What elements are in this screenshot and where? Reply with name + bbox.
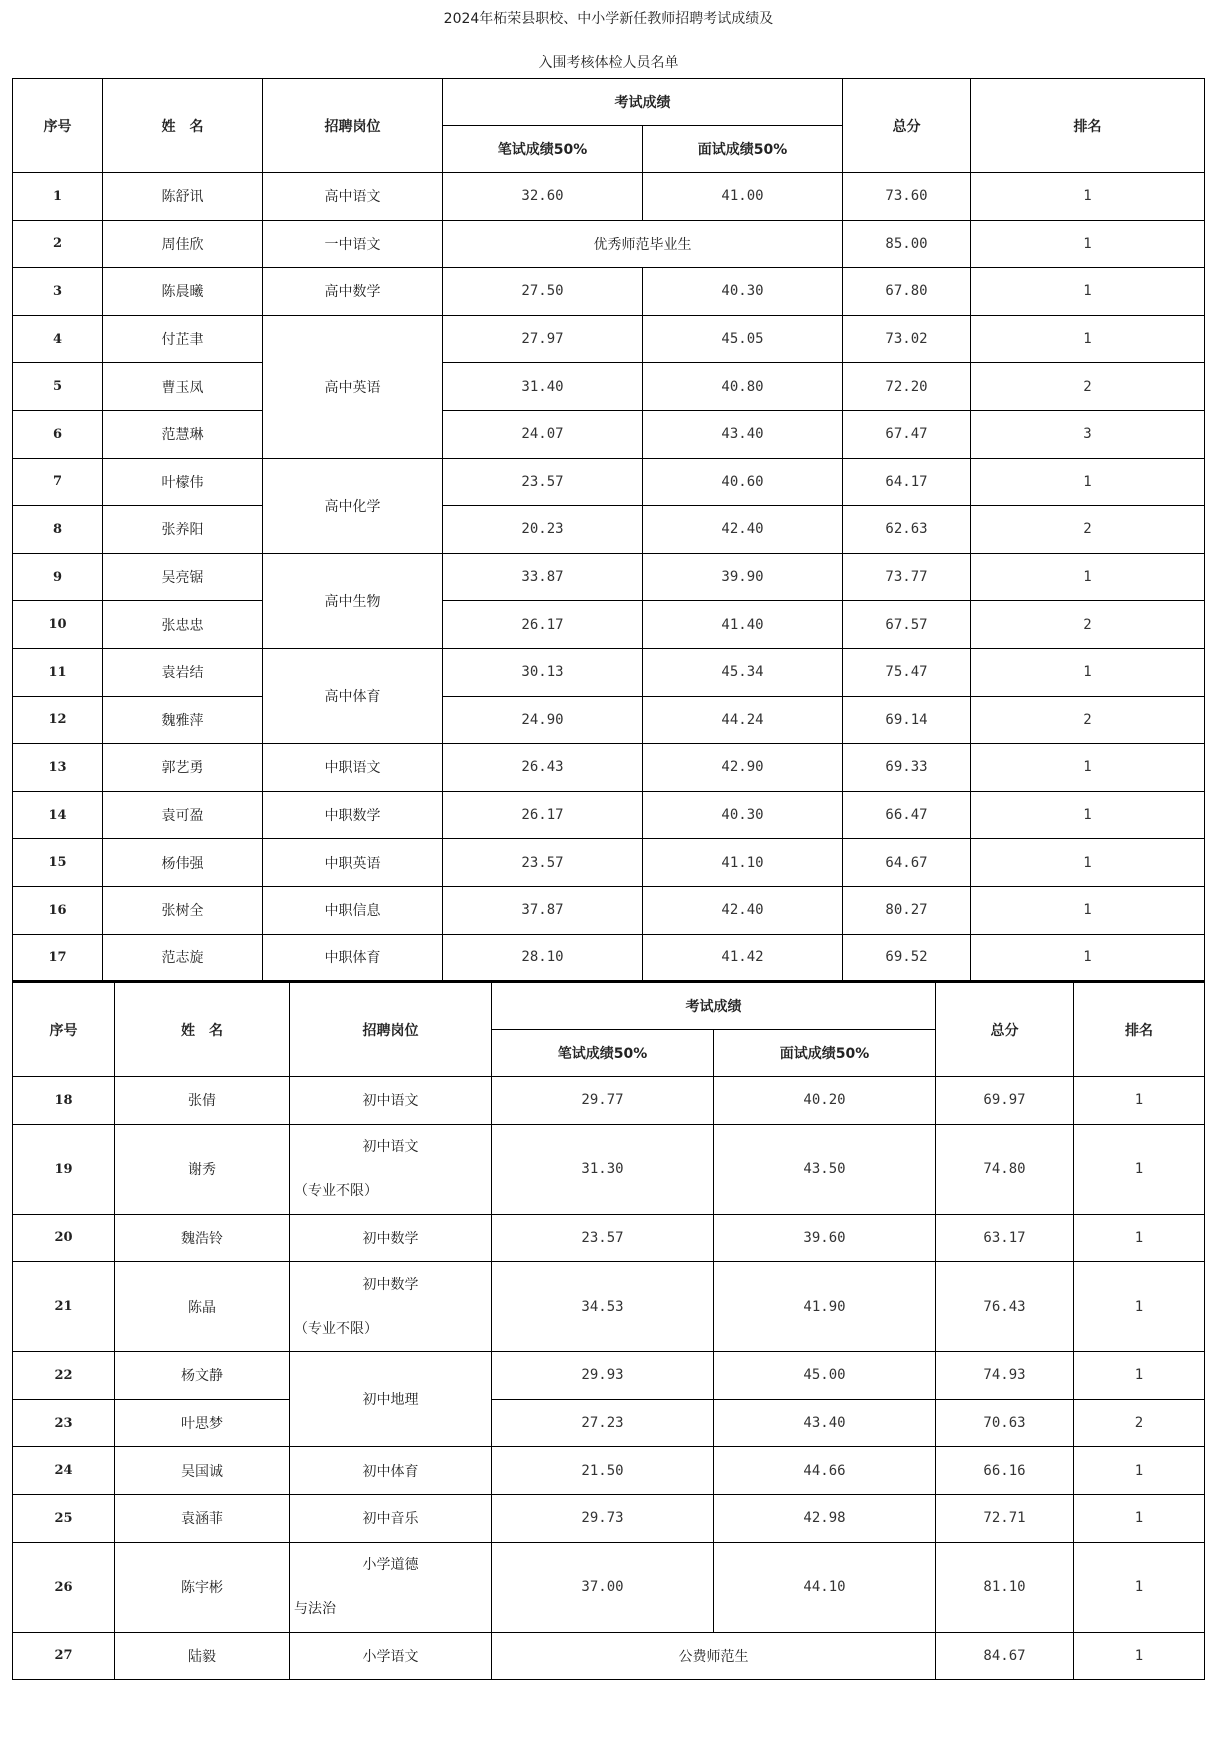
row-name: 袁岩结 bbox=[103, 648, 263, 696]
row-seq: 14 bbox=[13, 791, 103, 839]
table-row bbox=[13, 1494, 1205, 1542]
row-rank: 1 bbox=[971, 173, 1205, 221]
row-position: 初中数学 bbox=[290, 1214, 492, 1262]
row-rank: 1 bbox=[1074, 1262, 1205, 1352]
row-total: 62.63 bbox=[843, 506, 971, 554]
row-seq: 1 bbox=[13, 173, 103, 221]
table-row bbox=[13, 1632, 1205, 1680]
row-interview: 43.40 bbox=[643, 410, 843, 458]
header-row bbox=[13, 983, 1205, 1030]
row-interview: 41.00 bbox=[643, 173, 843, 221]
row-written: 26.43 bbox=[443, 744, 643, 792]
row-total: 72.20 bbox=[843, 363, 971, 411]
row-seq: 9 bbox=[13, 553, 103, 601]
row-position: 高中生物 bbox=[263, 553, 443, 648]
row-rank: 1 bbox=[1074, 1077, 1205, 1125]
row-name: 周佳欣 bbox=[103, 220, 263, 268]
row-seq: 19 bbox=[13, 1124, 115, 1214]
table-row bbox=[13, 1399, 1205, 1447]
header-written: 笔试成绩50% bbox=[492, 1030, 714, 1077]
row-written: 27.97 bbox=[443, 315, 643, 363]
row-name: 袁可盈 bbox=[103, 791, 263, 839]
row-rank: 1 bbox=[1074, 1352, 1205, 1400]
table-row bbox=[13, 839, 1205, 887]
table-row bbox=[13, 315, 1205, 363]
row-name: 陈宇彬 bbox=[115, 1542, 290, 1632]
row-position bbox=[290, 1124, 492, 1214]
row-rank: 1 bbox=[971, 791, 1205, 839]
row-position: 高中数学 bbox=[263, 268, 443, 316]
table-row bbox=[13, 363, 1205, 411]
row-name: 陈晶 bbox=[115, 1262, 290, 1352]
row-name: 袁涵菲 bbox=[115, 1494, 290, 1542]
row-interview: 41.10 bbox=[643, 839, 843, 887]
row-exam-note: 优秀师范毕业生 bbox=[443, 220, 843, 268]
row-rank: 2 bbox=[971, 363, 1205, 411]
row-rank: 2 bbox=[1074, 1399, 1205, 1447]
row-interview: 44.10 bbox=[714, 1542, 936, 1632]
row-position: 初中语文 bbox=[290, 1077, 492, 1125]
header-row bbox=[13, 79, 1205, 126]
row-seq: 4 bbox=[13, 315, 103, 363]
header-exam: 考试成绩 bbox=[443, 79, 843, 126]
row-position: 高中体育 bbox=[263, 648, 443, 743]
header-interview: 面试成绩50% bbox=[643, 126, 843, 173]
row-interview: 40.60 bbox=[643, 458, 843, 506]
row-seq: 16 bbox=[13, 886, 103, 934]
row-written: 33.87 bbox=[443, 553, 643, 601]
row-interview: 44.66 bbox=[714, 1447, 936, 1495]
row-seq: 21 bbox=[13, 1262, 115, 1352]
table-row bbox=[13, 410, 1205, 458]
table-row bbox=[13, 1077, 1205, 1125]
row-interview: 42.98 bbox=[714, 1494, 936, 1542]
row-seq: 10 bbox=[13, 601, 103, 649]
row-total: 72.71 bbox=[936, 1494, 1074, 1542]
row-written: 34.53 bbox=[492, 1262, 714, 1352]
table-row bbox=[13, 1542, 1205, 1632]
row-seq: 12 bbox=[13, 696, 103, 744]
table-row bbox=[13, 458, 1205, 506]
row-written: 20.23 bbox=[443, 506, 643, 554]
row-interview: 43.40 bbox=[714, 1399, 936, 1447]
row-written: 29.77 bbox=[492, 1077, 714, 1125]
row-total: 63.17 bbox=[936, 1214, 1074, 1262]
row-position: 高中英语 bbox=[263, 315, 443, 458]
row-total: 76.43 bbox=[936, 1262, 1074, 1352]
row-interview: 40.20 bbox=[714, 1077, 936, 1125]
row-seq: 17 bbox=[13, 934, 103, 982]
row-name: 范志旋 bbox=[103, 934, 263, 982]
table-row bbox=[13, 553, 1205, 601]
row-rank: 1 bbox=[1074, 1632, 1205, 1680]
row-name: 叶思梦 bbox=[115, 1399, 290, 1447]
row-rank: 2 bbox=[971, 506, 1205, 554]
table-row bbox=[13, 1214, 1205, 1262]
position-line-1: 初中数学 bbox=[362, 1276, 419, 1293]
row-position: 中职英语 bbox=[263, 839, 443, 887]
row-written: 37.00 bbox=[492, 1542, 714, 1632]
row-interview: 45.05 bbox=[643, 315, 843, 363]
row-seq: 25 bbox=[13, 1494, 115, 1542]
row-position: 高中语文 bbox=[263, 173, 443, 221]
row-total: 66.16 bbox=[936, 1447, 1074, 1495]
row-total: 69.97 bbox=[936, 1077, 1074, 1125]
header-position: 招聘岗位 bbox=[290, 983, 492, 1077]
row-position: 中职信息 bbox=[263, 886, 443, 934]
table-row bbox=[13, 696, 1205, 744]
row-interview: 45.34 bbox=[643, 648, 843, 696]
header-name: 姓 名 bbox=[103, 79, 263, 173]
row-interview: 45.00 bbox=[714, 1352, 936, 1400]
position-line-2: 与法治 bbox=[294, 1601, 336, 1618]
header-seq: 序号 bbox=[13, 983, 115, 1077]
position-line-1: 小学道德 bbox=[362, 1557, 419, 1574]
row-total: 67.47 bbox=[843, 410, 971, 458]
row-written: 27.50 bbox=[443, 268, 643, 316]
row-seq: 6 bbox=[13, 410, 103, 458]
row-position: 初中地理 bbox=[290, 1352, 492, 1447]
row-seq: 18 bbox=[13, 1077, 115, 1125]
row-position: 中职体育 bbox=[263, 934, 443, 982]
header-exam: 考试成绩 bbox=[492, 983, 936, 1030]
row-interview: 39.60 bbox=[714, 1214, 936, 1262]
row-position bbox=[290, 1542, 492, 1632]
row-name: 陈晨曦 bbox=[103, 268, 263, 316]
row-total: 73.77 bbox=[843, 553, 971, 601]
row-seq: 26 bbox=[13, 1542, 115, 1632]
table-row bbox=[13, 1262, 1205, 1352]
row-name: 杨文静 bbox=[115, 1352, 290, 1400]
table-row bbox=[13, 1124, 1205, 1214]
row-written: 24.90 bbox=[443, 696, 643, 744]
header-name: 姓 名 bbox=[115, 983, 290, 1077]
row-total: 64.17 bbox=[843, 458, 971, 506]
row-written: 26.17 bbox=[443, 601, 643, 649]
row-rank: 2 bbox=[971, 696, 1205, 744]
row-total: 81.10 bbox=[936, 1542, 1074, 1632]
row-interview: 40.80 bbox=[643, 363, 843, 411]
row-name: 叶檬伟 bbox=[103, 458, 263, 506]
row-interview: 41.90 bbox=[714, 1262, 936, 1352]
row-total: 84.67 bbox=[936, 1632, 1074, 1680]
row-written: 31.30 bbox=[492, 1124, 714, 1214]
row-total: 80.27 bbox=[843, 886, 971, 934]
row-seq: 3 bbox=[13, 268, 103, 316]
row-interview: 42.40 bbox=[643, 886, 843, 934]
row-written: 21.50 bbox=[492, 1447, 714, 1495]
row-written: 32.60 bbox=[443, 173, 643, 221]
row-position: 高中化学 bbox=[263, 458, 443, 553]
header-rank: 排名 bbox=[1074, 983, 1205, 1077]
row-name: 曹玉凤 bbox=[103, 363, 263, 411]
row-rank: 2 bbox=[971, 601, 1205, 649]
row-seq: 2 bbox=[13, 220, 103, 268]
row-written: 23.57 bbox=[443, 839, 643, 887]
row-name: 陆毅 bbox=[115, 1632, 290, 1680]
row-name: 杨伟强 bbox=[103, 839, 263, 887]
row-name: 陈舒讯 bbox=[103, 173, 263, 221]
row-written: 26.17 bbox=[443, 791, 643, 839]
row-rank: 1 bbox=[971, 268, 1205, 316]
row-rank: 1 bbox=[971, 220, 1205, 268]
row-total: 85.00 bbox=[843, 220, 971, 268]
header-seq: 序号 bbox=[13, 79, 103, 173]
row-rank: 1 bbox=[1074, 1214, 1205, 1262]
row-position: 一中语文 bbox=[263, 220, 443, 268]
row-total: 70.63 bbox=[936, 1399, 1074, 1447]
row-written: 37.87 bbox=[443, 886, 643, 934]
row-total: 74.80 bbox=[936, 1124, 1074, 1214]
row-name: 张养阳 bbox=[103, 506, 263, 554]
row-total: 67.57 bbox=[843, 601, 971, 649]
results-table-2 bbox=[12, 982, 1205, 1680]
row-rank: 1 bbox=[971, 648, 1205, 696]
row-position: 初中音乐 bbox=[290, 1494, 492, 1542]
header-total: 总分 bbox=[936, 983, 1074, 1077]
row-written: 29.93 bbox=[492, 1352, 714, 1400]
row-total: 73.60 bbox=[843, 173, 971, 221]
row-rank: 1 bbox=[1074, 1494, 1205, 1542]
row-interview: 40.30 bbox=[643, 268, 843, 316]
row-rank: 1 bbox=[1074, 1124, 1205, 1214]
row-name: 谢秀 bbox=[115, 1124, 290, 1214]
row-rank: 1 bbox=[971, 744, 1205, 792]
row-written: 24.07 bbox=[443, 410, 643, 458]
header-written: 笔试成绩50% bbox=[443, 126, 643, 173]
table-row bbox=[13, 744, 1205, 792]
row-total: 69.52 bbox=[843, 934, 971, 982]
row-exam-note: 公费师范生 bbox=[492, 1632, 936, 1680]
row-rank: 1 bbox=[971, 458, 1205, 506]
row-seq: 8 bbox=[13, 506, 103, 554]
row-total: 66.47 bbox=[843, 791, 971, 839]
table-row bbox=[13, 601, 1205, 649]
row-seq: 20 bbox=[13, 1214, 115, 1262]
row-seq: 23 bbox=[13, 1399, 115, 1447]
row-position: 初中体育 bbox=[290, 1447, 492, 1495]
row-rank: 1 bbox=[971, 839, 1205, 887]
position-line-1: 初中语文 bbox=[362, 1139, 419, 1156]
row-total: 75.47 bbox=[843, 648, 971, 696]
row-interview: 41.40 bbox=[643, 601, 843, 649]
row-seq: 5 bbox=[13, 363, 103, 411]
table-row bbox=[13, 791, 1205, 839]
row-seq: 13 bbox=[13, 744, 103, 792]
row-name: 付芷聿 bbox=[103, 315, 263, 363]
row-interview: 40.30 bbox=[643, 791, 843, 839]
row-total: 69.33 bbox=[843, 744, 971, 792]
row-total: 73.02 bbox=[843, 315, 971, 363]
table-row bbox=[13, 886, 1205, 934]
table-row bbox=[13, 173, 1205, 221]
results-table-1 bbox=[12, 78, 1205, 983]
header-rank: 排名 bbox=[971, 79, 1205, 173]
page-title-line-2: 入围考核体检人员名单 bbox=[538, 55, 679, 71]
row-interview: 41.42 bbox=[643, 934, 843, 982]
row-name: 吴亮锯 bbox=[103, 553, 263, 601]
row-written: 29.73 bbox=[492, 1494, 714, 1542]
table-row bbox=[13, 1447, 1205, 1495]
row-name: 郭艺勇 bbox=[103, 744, 263, 792]
row-interview: 44.24 bbox=[643, 696, 843, 744]
row-name: 吴国诚 bbox=[115, 1447, 290, 1495]
row-written: 30.13 bbox=[443, 648, 643, 696]
row-total: 67.80 bbox=[843, 268, 971, 316]
row-interview: 43.50 bbox=[714, 1124, 936, 1214]
row-seq: 22 bbox=[13, 1352, 115, 1400]
row-rank: 3 bbox=[971, 410, 1205, 458]
table-row bbox=[13, 220, 1205, 268]
row-total: 69.14 bbox=[843, 696, 971, 744]
header-position: 招聘岗位 bbox=[263, 79, 443, 173]
page-title-line-1: 2024年柘荣县职校、中小学新任教师招聘考试成绩及 bbox=[443, 11, 774, 27]
row-written: 31.40 bbox=[443, 363, 643, 411]
row-rank: 1 bbox=[1074, 1447, 1205, 1495]
row-rank: 1 bbox=[971, 553, 1205, 601]
row-position: 中职数学 bbox=[263, 791, 443, 839]
row-name: 范慧琳 bbox=[103, 410, 263, 458]
row-rank: 1 bbox=[1074, 1542, 1205, 1632]
table-row bbox=[13, 506, 1205, 554]
position-line-2: （专业不限） bbox=[294, 1320, 378, 1337]
row-position: 小学语文 bbox=[290, 1632, 492, 1680]
row-interview: 42.40 bbox=[643, 506, 843, 554]
table-row bbox=[13, 1352, 1205, 1400]
row-position bbox=[290, 1262, 492, 1352]
table-row bbox=[13, 648, 1205, 696]
row-seq: 27 bbox=[13, 1632, 115, 1680]
row-written: 23.57 bbox=[492, 1214, 714, 1262]
row-name: 魏雅萍 bbox=[103, 696, 263, 744]
table-row bbox=[13, 268, 1205, 316]
row-rank: 1 bbox=[971, 934, 1205, 982]
row-written: 27.23 bbox=[492, 1399, 714, 1447]
row-seq: 24 bbox=[13, 1447, 115, 1495]
row-interview: 42.90 bbox=[643, 744, 843, 792]
row-name: 魏浩铃 bbox=[115, 1214, 290, 1262]
row-seq: 15 bbox=[13, 839, 103, 887]
table-row bbox=[13, 934, 1205, 982]
row-written: 28.10 bbox=[443, 934, 643, 982]
row-written: 23.57 bbox=[443, 458, 643, 506]
row-rank: 1 bbox=[971, 315, 1205, 363]
row-name: 张树全 bbox=[103, 886, 263, 934]
row-total: 64.67 bbox=[843, 839, 971, 887]
row-interview: 39.90 bbox=[643, 553, 843, 601]
header-interview: 面试成绩50% bbox=[714, 1030, 936, 1077]
row-name: 张倩 bbox=[115, 1077, 290, 1125]
row-rank: 1 bbox=[971, 886, 1205, 934]
position-line-2: （专业不限） bbox=[294, 1183, 378, 1200]
row-seq: 7 bbox=[13, 458, 103, 506]
row-position: 中职语文 bbox=[263, 744, 443, 792]
row-seq: 11 bbox=[13, 648, 103, 696]
header-total: 总分 bbox=[843, 79, 971, 173]
row-total: 74.93 bbox=[936, 1352, 1074, 1400]
row-name: 张忠忠 bbox=[103, 601, 263, 649]
